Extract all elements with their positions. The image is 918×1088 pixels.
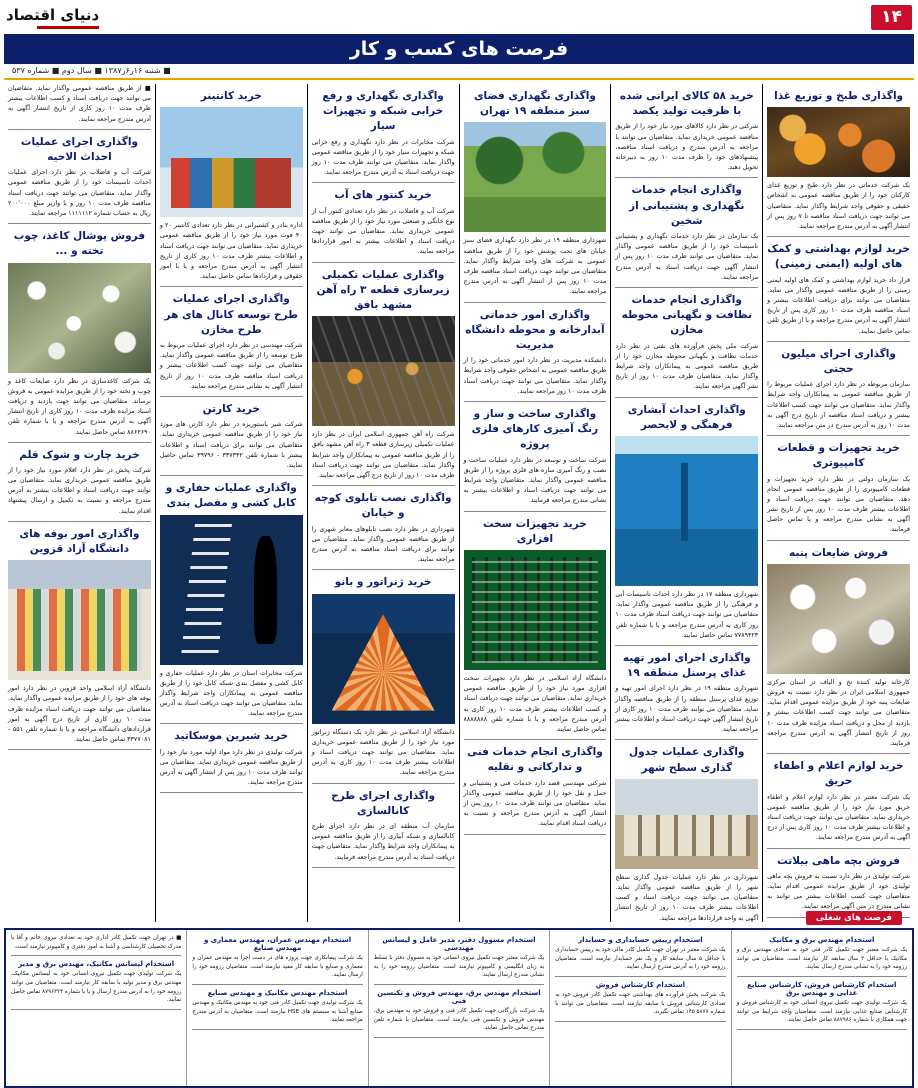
paper-waste-photo [8, 263, 151, 373]
job-headline: استخدام مهندس مکانیک و مهندس صنایع [207, 988, 348, 997]
ad-headline: واگذاری احداث آبشاری فرهنگی و لایحصر [627, 403, 746, 431]
ad-body-text: سازمان مربوطه در نظر دارد اجرای عملیات مربوط را از طریق مناقصه عمومی به پیمانکاران واجد شرایط واگذار نماید. متقاضیان می توانند جهت کسب اطلاعات بیشتر و دریافت اسناد مناقصه از تاریخ درج آگهی به مدت ۱۰ روز به آدرس مندرج در متن مراجعه نمایند. [767, 381, 910, 429]
pool-photo [615, 436, 758, 586]
job-headline: استخدام لیسانس مکانیک، مهندس برق و مدیر [18, 960, 175, 969]
cotton-waste-photo [767, 564, 910, 674]
ad-headline: واگذاری عملیات حفاری و کابل کشی و مفصل بندی [165, 482, 297, 510]
ad-body-text: شرکت مخابرات در نظر دارد نگهداری و رفع خرابی شبکه و تجهیزات سیار خود را از طریق مناقصه عمومی واگذار نماید. متقاضیان می توانند ظرف مدت ۱۰ روز جهت دریافت اسناد به آدرس مندرج مراجعه نمایند. [311, 138, 455, 177]
ad-headline: فروش ضایعات پنبه [789, 546, 889, 559]
ad-divider [160, 723, 303, 724]
job-divider [737, 1029, 907, 1030]
job-divider [192, 1029, 362, 1030]
ad-headline: خرید چارت و شوک قلم [19, 448, 140, 461]
ad-headline: خرید ژنراتور و بانو [334, 576, 432, 589]
dateline-bar [4, 64, 914, 80]
ad-body-text: شرکت مهندسی در نظر دارد اجرای عملیات مربوط به طرح توسعه را از طریق مناقصه عمومی واگذار نماید. متقاضیان می توانند جهت کسب اطلاعات بیشتر و دریافت اسناد مناقصه ظرف مدت ۱۰ روز از تاریخ انتشار آگهی به نشانی مندرج مراجعه نمایند. [159, 342, 303, 390]
ad-headline: خرید لوازم بهداشتی و کمک های اولیه (ایمنی زمینی) [767, 243, 910, 271]
job-headline: استخدام رییس حسابداری و حسابدار [578, 936, 703, 944]
ad-divider [8, 521, 151, 522]
ad-headline: واگذاری ساخت و ساز و رنگ آمیزی کارهای فلزی پروژه [471, 407, 599, 451]
ad-headline: واگذاری طبخ و توزیع غذا [774, 90, 904, 102]
ad-divider [615, 177, 758, 178]
ad-divider [8, 129, 151, 130]
job-body-text: یک شرکت پخش فرآورده های بهداشتی جهت تکمیل کادر فروش خود به تعدادی کارشناس فروش با سابقه نیازمند است. متقاضیان می توانند با شماره ۵۸۷۷ ۱۴۵ تماس بگیرند. [555, 991, 726, 1016]
job-headline: استخدام کارشناس فروش، کارشناس صنایع غذایی و مهندس برق [747, 980, 897, 997]
jobs-column [549, 930, 730, 1086]
article-column [307, 84, 459, 922]
ad-divider [767, 236, 910, 237]
ad-divider [160, 396, 303, 397]
job-body-text: یک شرکت پیمانکاری جهت پروژه های در دست اجرا به مهندس عمران و معماری و صنایع با سابقه کار مفید نیازمند است. متقاضیان رزومه خود را ارسال نمایند. [192, 955, 363, 979]
ad-divider [312, 182, 455, 183]
ad-divider [615, 397, 758, 398]
job-headline: استخدام مهندس عمران، مهندس معماری و مهندس صنایع [203, 936, 352, 952]
worker-ladder-photo [160, 515, 303, 665]
ad-divider [615, 287, 758, 288]
ad-body-text: اداره بنادر و کشتیرانی در نظر دارد تعدادی کانتینر ۲۰ و ۴۰ فوت مورد نیاز خود را از طریق مناقصه عمومی خریداری نماید. متقاضیان می توانند جهت دریافت اسناد و اطلاعات بیشتر ظرف مدت ۱۰ روز کاری از تاریخ انتشار آگهی به آدرس مندرج مراجعه و یا با امور حقوقی و قراردادها تماس حاصل نمایند. [159, 222, 303, 281]
ad-divider [767, 753, 910, 754]
jobs-column [6, 930, 186, 1086]
logo-rule [37, 26, 99, 29]
ad-divider [464, 511, 607, 512]
ad-body-text: شرکت مخابرات استان در نظر دارد عملیات حفاری و کابل کشی و مفصل بندی شبکه کابل خود را از طریق مناقصه عمومی به پیمانکاران واجد شرایط واگذار نماید. متقاضیان می توانند جهت دریافت اسناد به آدرس مندرج مراجعه نمایند. [159, 669, 303, 718]
ad-body-text: شرکت آب و فاضلاب در نظر دارد تعدادی کنتور آب از نوع خانگی و صنعتی مورد نیاز خود را از طریق مناقصه عمومی خریداری نماید. متقاضیان می توانند جهت دریافت اسناد و اطلاعات بیشتر به امور قراردادها مراجعه نمایند. [311, 207, 455, 256]
ad-divider [312, 783, 455, 784]
jobs-section-badge: فرصت های شغلی [806, 911, 902, 925]
ad-headline: واگذاری عملیات تکمیلی زیرسازی قطعه ۳ راه آهن مشهد بافق [316, 268, 450, 311]
ad-body-text: شرکت راه آهن جمهوری اسلامی ایران در نظر دارد عملیات تکمیلی زیرسازی قطعه ۳ راه آهن مشهد بافق را از طریق مناقصه عمومی به پیمانکاران واجد شرایط واگذار نماید. متقاضیان می توانند جهت دریافت اسناد ظرف مدت ۱۰ روز از تاریخ درج آگهی مراجعه نمایند. [311, 431, 455, 479]
ad-body-text: شهرداری منطقه ۱۹ در نظر دارد نگهداری فضای سبز خیابان های تحت پوشش خود را از طریق مناقصه عمومی به شرکت های واجد شرایط واگذار نماید. متقاضیان می توانند جهت دریافت اسناد مناقصه ظرف مدت ۱۰ روز پس از انتشار آگهی به آدرس مندرج مراجعه نمایند. [463, 237, 607, 296]
job-divider [11, 955, 181, 956]
ad-body-text: دانشگاه آزاد اسلامی واحد قزوین در نظر دارد امور بوفه های خود را از طریق مزایده عمومی واگذار نماید. متقاضیان می توانند جهت دریافت اسناد مزایده ظرف مدت ۱۰ روز کاری از تاریخ درج آگهی به امور قراردادهای دانشگاه مراجعه و یا با شماره تلفن ۵۵۱ - ۳۳۷۷۰۸۱ تماس حاصل نمایند. [8, 685, 151, 744]
ad-divider [464, 302, 607, 303]
ad-divider [464, 401, 607, 402]
job-divider [11, 1009, 181, 1010]
ad-divider [312, 262, 455, 263]
jobs-column [731, 930, 912, 1086]
ad-headline: واگذاری امور بوفه های دانشگاه آزاد قزوین [19, 527, 140, 556]
ad-headline: واگذاری اجرای عملیات طرح توسعه کانال های هر طرح مخازن [164, 293, 298, 336]
ad-body-text: شرکت پخش در نظر دارد اقلام مورد نیاز خود را از طریق مناقصه عمومی خریداری نماید. متقاضیان می توانند جهت دریافت اسناد و اطلاعات بیشتر به آدرس مندرج مراجعه و نسبت به تکمیل و ارسال پیشنهاد اقدام نمایند. [8, 466, 151, 515]
ad-body-text: شرکت ساخت و توسعه در نظر دارد عملیات ساخت و نصب و رنگ آمیزی سازه های فلزی پروژه را از طریق مناقصه عمومی واگذار نماید. متقاضیان واجد شرایط می توانند جهت دریافت اسناد و اطلاعات بیشتر به نشانی مندرج مراجعه فرمایند. [463, 456, 607, 505]
ad-divider [312, 867, 455, 868]
ad-body-text: دانشکده مدیریت در نظر دارد امور خدماتی خود را از طریق مناقصه عمومی به اشخاص حقوقی واجد شرایط واگذار نماید. متقاضیان می توانند جهت دریافت اسناد ظرف مدت ۱۰ روز مراجعه نمایند. [463, 357, 607, 395]
ad-headline: خرید تجهیزات و قطعات کامپیوتری [777, 442, 900, 470]
ad-body-text: دانشگاه آزاد اسلامی در نظر دارد تجهیزات سخت افزاری مورد نیاز خود را از طریق مناقصه عمومی خریداری نماید. متقاضیان می توانند جهت دریافت اسناد و کسب اطلاعات بیشتر ظرف مدت ۱۰ روز کاری به آدرس مندرج مراجعه و یا با شماره تلفن ۸۸۸۸۸۸۸ تماس حاصل نمایند. [463, 675, 607, 733]
ad-divider [8, 442, 151, 443]
article-column [4, 84, 155, 922]
page-number-badge: ۱۴ [871, 5, 912, 30]
job-divider [374, 1037, 544, 1038]
ad-divider [160, 286, 303, 287]
job-body-text: یک شرکت تولیدی جهت تکمیل کادر فنی خود به مهندس مکانیک و مهندس صنایع آشنا به سیستم های HSE نیازمند است. متقاضیان به آدرس مندرج مراجعه نمایند. [192, 999, 363, 1024]
park-photo [464, 122, 607, 232]
jobs-column [368, 930, 549, 1086]
ad-headline: واگذاری امور خدماتی آبدارخانه و محوطه دانشگاه مدیریت [465, 308, 605, 351]
ad-headline: خرید تجهیزات سخت افزاری [483, 517, 587, 545]
pcb-photo [464, 550, 607, 670]
ad-body-text: قرار داد خرید لوازم بهداشتی و کمک های اولیه ایمنی زمینی را از طریق مناقصه عمومی واگذار می نماید. متقاضیان می توانند برای دریافت اطلاعات بیشتر و اسناد مناقصه ظرف مدت ۱۰ روز کاری پس از تاریخ انتشار آگهی به آدرس مندرج مراجعه و یا از طریق تلفن تماس حاصل نمایند. [767, 276, 910, 335]
ad-headline: خرید ۵۸ کالای ایرانی شده با ظرفیت تولید یکصد [619, 90, 754, 118]
ad-body-text: یک شرکت معتبر در نظر دارد لوازم اعلام و اطفاء حریق مورد نیاز خود را از طریق مناقصه عمومی خریداری نماید. متقاضیان می توانند جهت دریافت اسناد و اطلاعات بیشتر ظرف مدت ۱۰ روز کاری پس از درج آگهی به آدرس مندرج مراجعه نمایند. [767, 793, 910, 842]
ad-body-text: شهرداری منطقه ۱۹ در نظر دارد اجرای امور تهیه و توزیع غذای پرسنل منطقه را از طریق مناقصه واگذار نماید. متقاضیان می توانند ظرف مدت ۱۰ روز کاری از تاریخ انتشار آگهی جهت دریافت اسناد و اطلاعات بیشتر مراجعه نمایند. [615, 685, 759, 734]
ad-body-text: کارخانه تولید کننده نخ و الیاف در استان مرکزی جمهوری اسلامی ایران در نظر دارد نسبت به فروش ضایعات پنبه خود از طریق مزایده عمومی اقدام نماید. متقاضیان می توانند جهت کسب اطلاعات بیشتر و بازدید از محل و دریافت اسناد مزایده ظرف مدت ۱۰ روز از تاریخ انتشار آگهی به آدرس مندرج مراجعه فرمایند. [767, 678, 910, 747]
ad-divider [8, 223, 151, 224]
job-divider [555, 976, 725, 977]
ad-headline: واگذاری انجام خدمات فنی و تدارکاتی و نقلیه [467, 746, 603, 774]
jobs-band [4, 928, 914, 1088]
job-body-text: یک شرکت تولیدی جهت تکمیل نیروی انسانی خود به لیسانس مکانیک، مهندس برق و مدیر تولید با سابقه کار نیازمند است. متقاضیان می توانند رزومه خود را به آدرس مندرج ارسال و یا با شماره ۸۷۹۶۳۳۴ تماس حاصل نمایند. [10, 971, 182, 1004]
article-column [762, 84, 914, 922]
job-headline: استخدام مهندس برق، مهندس فروش و تکنسین فنی [377, 988, 541, 1005]
article-column [155, 84, 307, 922]
ad-headline: واگذاری نگهداری فضای سبز منطقه ۱۹ تهران [473, 90, 596, 118]
article-column [610, 84, 762, 922]
newspaper-logo [6, 6, 103, 29]
ad-headline: خرید کانتینر [200, 90, 262, 102]
ad-divider [767, 435, 910, 436]
ad-divider [312, 569, 455, 570]
ad-body-text: شرکت تولیدی در نظر دارد مواد اولیه مورد نیاز خود را از طریق مناقصه عمومی خریداری نماید. متقاضیان می توانند ظرف مدت ۱۰ روز پس از انتشار آگهی به آدرس مندرج مراجعه نمایند. [159, 748, 303, 787]
job-divider [737, 976, 907, 977]
date-line: ■ شنبه ۱۶ر۶ر۱۳۸۷ ■ سال دوم ■ شماره ۵۳۷ [12, 66, 171, 75]
ad-body-text: شهرداری منطقه ۱۷ در نظر دارد احداث تاسیسات آبی و فرهنگی را از طریق مناقصه عمومی واگذار نماید. متقاضیان می توانند جهت دریافت اسناد ظرف مدت ۱۰ روز کاری به آدرس مندرج مراجعه و یا با شماره تلفن ۷۷۸۹۴۲۳ تماس حاصل نمایند. [615, 591, 759, 639]
job-divider [192, 984, 362, 985]
job-body-text: یک شرکت معتبر در تهران جهت تکمیل کادر مالی خود به رییس حسابداری با حداقل ۵ سال سابقه کار و یک نفر حسابدار نیازمند است. متقاضیان رزومه خود را به آدرس مندرج ارسال نمایند. [555, 947, 726, 971]
job-body-text: یک شرکت معتبر جهت تکمیل کادر فنی خود به تعدادی مهندس برق و مکانیک با حداقل ۳ سال سابقه کار نیازمند است. متقاضیان می توانند رزومه خود را به نشانی مندرج ارسال نمایند. [736, 947, 907, 971]
ad-body-text: یک شرکت خدماتی در نظر دارد طبخ و توزیع غذای کارکنان خود را از طریق مناقصه عمومی به اشخاص حقیقی و حقوقی واجد شرایط واگذار نماید. متقاضیان می توانند جهت دریافت اسناد مناقصه تا ۷ روز پس از انتشار آگهی به آدرس مندرج مراجعه نمایند. [767, 182, 911, 230]
job-body-text: ■ در تهران جهت تکمیل کادر اداری خود به تعدادی نیروی خانم و آقا با مدرک تحصیلی کارشناسی و آشنا به امور دفتری و کامپیوتر نیازمند است. [10, 935, 182, 950]
ad-body-text: شهرداری در نظر دارد عملیات جدول گذاری سطح شهر را از طریق مناقصه عمومی واگذار نماید. متقاضیان می توانند جهت دریافت اسناد و کسب اطلاعات بیشتر ظرف مدت ۱۰ روز از تاریخ انتشار آگهی به واحد قراردادها مراجعه نمایند. [615, 873, 759, 922]
ad-divider [8, 749, 151, 750]
ad-body-text: یک شرکت کاغذسازی در نظر دارد ضایعات کاغذ و چوب و تخته خود را از طریق مزایده عمومی به فروش برساند. متقاضیان می توانند جهت بازدید و دریافت اسناد مزایده ظرف مدت ۱۰ روز کاری از تاریخ انتشار آگهی به آدرس مندرج مراجعه و یا با شماره تلفن ۸۸۶۲۶۹۰ تماس حاصل نمایند. [8, 377, 151, 436]
drilling-rig-photo [312, 316, 455, 426]
page-title: فرصت های کسب و کار [349, 38, 569, 60]
ad-body-text: شهرداری در نظر دارد نصب تابلوهای معابر شهری را از طریق مناقصه عمومی واگذار نماید. متقاضیان می توانند برای دریافت اسناد مناقصه به آدرس مندرج مراجعه نمایند. [311, 525, 455, 564]
ad-body-text: یک سازمان دولتی در نظر دارد خرید تجهیزات و قطعات کامپیوتری را از طریق مناقصه عمومی انجام دهد. متقاضیان می توانند جهت دریافت اسناد و اطلاعات بیشتر ظرف مدت ۱۰ روز پس از تاریخ نشر آگهی به نشانی مندرج مراجعه و یا تماس حاصل فرمایند. [767, 475, 910, 534]
containers-cranes-photo [160, 107, 303, 217]
ad-body-text: دانشگاه آزاد اسلامی در نظر دارد یک دستگاه ژنراتور مورد نیاز خود را از طریق مناقصه عمومی خریداری نماید. متقاضیان می توانند جهت دریافت اسناد و اطلاعات بیشتر ظرف مدت ۱۰ روز کاری به آدرس مندرج مراجعه نمایند. [311, 728, 455, 777]
article-columns [4, 84, 914, 922]
ad-headline: خرید کنتور های آب [334, 189, 432, 202]
ad-headline: واگذاری انجام خدمات نظافت و نگهبانی محوطه مخازن [621, 293, 752, 337]
ad-divider [160, 792, 303, 793]
ad-body-text: شرکتی مهندسی قصد دارد خدمات فنی و پشتیبانی و حمل و نقل خود را از طریق مناقصه عمومی واگذار نماید. متقاضیان می توانند ظرف مدت ۱۰ روز پس از انتشار آگهی به آدرس مندرج مراجعه و نسبت به دریافت اسناد اقدام نمایند. [463, 779, 607, 828]
job-divider [374, 984, 544, 985]
ad-body-text: شرکت ملی پخش فرآورده های نفتی در نظر دارد خدمات نظافت و نگهبانی محوطه مخازن خود را از طریق مناقصه عمومی به پیمانکاران واجد شرایط واگذار نماید. متقاضیان ظرف مدت ۱۰ روز از تاریخ نشر آگهی مراجعه نمایند. [615, 342, 759, 391]
job-body-text: یک شرکت تولیدی جهت تکمیل نیروی انسانی خود به کارشناس فروش و کارشناس صنایع غذایی نیازمند است. متقاضیان واجد شرایط می توانند جهت همکاری با شماره ۸۸۷۹۸۶ تماس حاصل نمایند. [736, 999, 907, 1024]
ad-headline: خرید کارتن [202, 402, 260, 415]
ad-headline: واگذاری اجرای عملیات احداث الاحیه [20, 135, 138, 163]
ad-body-text: ■ از طریق مناقصه عمومی واگذار نماید. متقاضیان می توانند جهت دریافت اسناد و کسب اطلاعات بیشتر ظرف مدت ۱۰ روز کاری از تاریخ انتشار آگهی به آدرس مندرج مراجعه نمایند. [8, 85, 151, 123]
ad-headline: واگذاری اجرای طرح کانالسازی [331, 789, 435, 817]
ad-divider [767, 848, 910, 849]
ad-divider [767, 341, 910, 342]
ad-divider [160, 475, 303, 476]
mosque-photo [615, 779, 758, 869]
article-column [459, 84, 611, 922]
job-body-text: یک شرکت معتبر جهت تکمیل نیروی انسانی خود به مسوول دفتر با تسلط به زبان انگلیسی و کامپیوتر نیازمند است. متقاضیان رزومه خود را به نشانی مندرج ارسال نمایند. [373, 955, 545, 979]
food-photo [767, 107, 910, 177]
ad-headline: واگذاری انجام خدمات نگهداری و پشتیبانی از شخین [629, 184, 745, 227]
ad-body-text: یک سازمان در نظر دارد خدمات نگهداری و پشتیبانی تاسیسات خود را از طریق مناقصه عمومی واگذار نماید. متقاضیان می توانند ظرف مدت ۱۰ روز پس از انتشار آگهی جهت دریافت اسناد به آدرس مندرج مراجعه نمایند. [615, 233, 759, 281]
machine-photo [312, 594, 455, 724]
ad-body-text: شرکتی در نظر دارد کالاهای مورد نیاز خود را از طریق مناقصه عمومی خریداری نماید. متقاضیان می توانند با مراجعه به آدرس مندرج و دریافت اسناد مناقصه، پیشنهادهای خود را ظرف مدت ۱۰ روز به دبیرخانه تحویل دهند. [615, 123, 759, 172]
newspaper-logo-text: دنیای اقتصاد [6, 5, 100, 24]
ad-headline: واگذاری اجرای امور تهیه غذای پرسنل منطقه ۱۹ [622, 651, 751, 680]
masthead [0, 0, 918, 34]
ad-divider [615, 645, 758, 646]
ad-headline: واگذاری عملیات جدول گذاری سطح شهر [629, 746, 745, 774]
job-divider [555, 1021, 725, 1022]
ad-divider [464, 834, 607, 835]
job-headline: استخدام کارشناس فروش [595, 980, 686, 989]
job-headline: استخدام مهندس برق و مکانیک [769, 936, 875, 944]
ad-headline: خرید شیرین موسکاتید [174, 730, 289, 743]
ad-body-text: شرکت آب و فاضلاب در نظر دارد اجرای عملیات احداث تاسیسات خود را از طریق مناقصه عمومی واگذار نماید. متقاضیان می توانند جهت دریافت اسناد مناقصه ظرف مدت ۱۰ روز و با واریز مبلغ ۲۰۰٬۰۰۰ ریال به حساب شماره ۱۱۱۱۱۱۲ مراجعه نمایند. [8, 169, 151, 217]
ad-body-text: شرکت شیر پاستوریزه در نظر دارد کارتن های مورد نیاز خود را از طریق مناقصه عمومی خریداری نماید. متقاضیان می توانند برای دریافت اسناد و اطلاعات بیشتر با شماره تلفن ۳۳۷۳۳۲ - ۳۹۷۹۶ تماس حاصل نمایند. [159, 421, 303, 469]
ad-divider [615, 739, 758, 740]
ad-headline: واگذاری نگهداری و رفع خرابی شبکه و تجهیزات سیار [322, 90, 444, 133]
job-body-text: یک شرکت بازرگانی جهت تکمیل کادر فنی و فروش خود به مهندس برق، مهندس فروش و تکنسین فنی نیازمند است. متقاضیان با شماره تلفن مندرج تماس حاصل نمایند. [373, 1007, 545, 1032]
ad-headline: خرید لوازم اعلام و اطفاء حریق [773, 760, 904, 788]
ad-headline: واگذاری اجرای میلیون حجتی [781, 347, 896, 375]
market-photo [8, 560, 151, 680]
ad-divider [767, 540, 910, 541]
ad-body-text: شرکت تولیدی در نظر دارد نسبت به فروش بچه ماهی تولیدی خود از طریق مزایده عمومی اقدام نماید. متقاضیان جهت کسب اطلاعات بیشتر می توانند به نشانی مندرج در متن آگهی مراجعه نمایند. [767, 872, 910, 911]
ad-headline: فروش بچه ماهی بیلاتت [777, 854, 901, 867]
job-headline: استخدام مسوول دفتر، مدیر عامل و لیسانس مهندسی [382, 936, 536, 952]
jobs-column [186, 930, 367, 1086]
ad-divider [312, 485, 455, 486]
section-title-bar [4, 34, 914, 64]
ad-divider [464, 739, 607, 740]
ad-headline: واگذاری نصب تابلوی کوچه و خیابان [314, 492, 452, 520]
ad-body-text: سازمان آب منطقه ای در نظر دارد اجرای طرح کانالسازی و شبکه آبیاری را از طریق مناقصه عمومی به پیمانکاران واجد شرایط واگذار نماید. متقاضیان جهت دریافت اسناد به آدرس مندرج مراجعه فرمایند. [311, 822, 455, 861]
ad-headline: فروش پوشال کاغذ، چوب تخته و ... [13, 230, 146, 258]
